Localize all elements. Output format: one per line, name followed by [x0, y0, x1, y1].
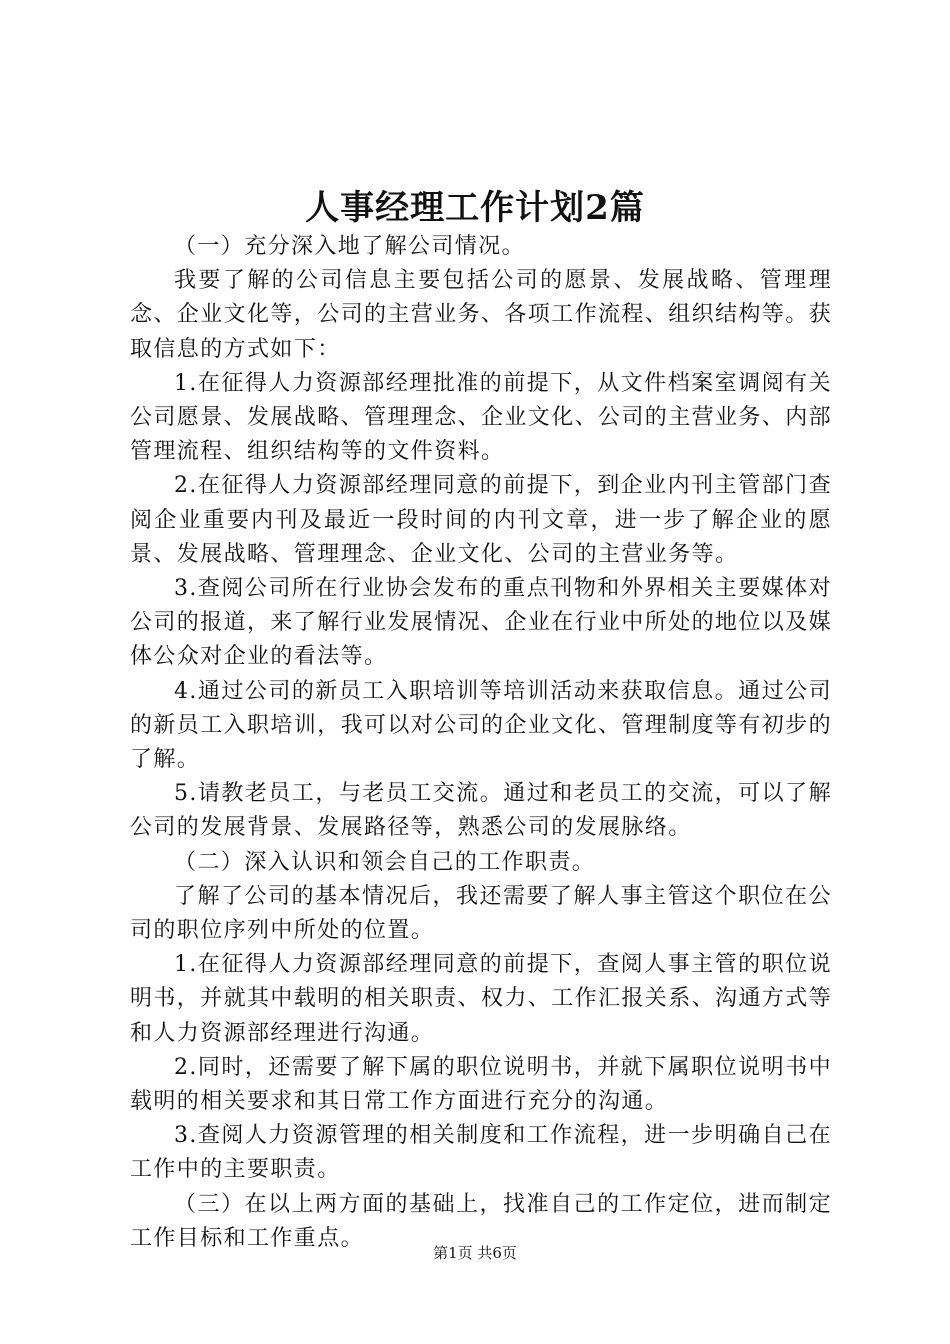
- paragraph: 1.在征得人力资源部经理同意的前提下，查阅人事主管的职位说明书，并就其中载明的相关职责、权力、工作汇报关系、沟通方式等和人力资源部经理进行沟通。: [130, 952, 833, 1046]
- paragraph: 2.在征得人力资源部经理同意的前提下，到企业内刊主管部门查阅企业重要内刊及最近一段时间的内刊文章，进一步了解企业的愿景、发展战略、管理理念、企业文化、公司的主营业务等。: [130, 473, 832, 567]
- paragraph: 4.通过公司的新员工入职培训等培训活动来获取信息。通过公司的新员工入职培训，我可以对公司的企业文化、管理制度等有初步的了解。: [130, 678, 833, 773]
- paragraph: （一）充分深入地了解公司情况。: [174, 234, 526, 259]
- paragraph: 了解了公司的基本情况后，我还需要了解人事主管这个职位在公司的职位序列中所处的位置。: [130, 883, 832, 944]
- paragraph: 3.查阅人力资源管理的相关制度和工作流程，进一步明确自己在工作中的主要职责。: [130, 1123, 832, 1183]
- paragraph: （二）深入认识和领会自己的工作职责。: [174, 849, 596, 875]
- document-title: 人事经理工作计划2篇: [305, 188, 645, 228]
- paragraph: 3.查阅公司所在行业协会发布的重点刊物和外界相关主要媒体对公司的报道，来了解行业发展情况、企业在行业中所处的地位以及媒体公众对企业的看法等。: [130, 576, 833, 670]
- paragraph: 5.请教老员工，与老员工交流。通过和老员工的交流，可以了解公司的发展背景、发展路径等，熟悉公司的发展脉络。: [130, 781, 832, 841]
- page-number-footer: 第1页 共6页: [433, 1244, 517, 1262]
- paragraph: 我要了解的公司信息主要包括公司的愿景、发展战略、管理理念、企业文化等，公司的主营业务、各项工作流程、组织结构等。获取信息的方式如下：: [130, 268, 833, 362]
- paragraph: （三）在以上两方面的基础上，找准自己的工作定位，进而制定工作目标和工作重点。: [130, 1191, 832, 1251]
- paragraph: 1.在征得人力资源部经理批准的前提下，从文件档案室调阅有关公司愿景、发展战略、管理理念、企业文化、公司的主营业务、内部管理流程、组织结构等的文件资料。: [130, 370, 833, 465]
- document-body: [130, 230, 832, 1256]
- paragraph: 2.同时，还需要了解下属的职位说明书，并就下属职位说明书中载明的相关要求和其日常工作方面进行充分的沟通。: [130, 1054, 832, 1115]
